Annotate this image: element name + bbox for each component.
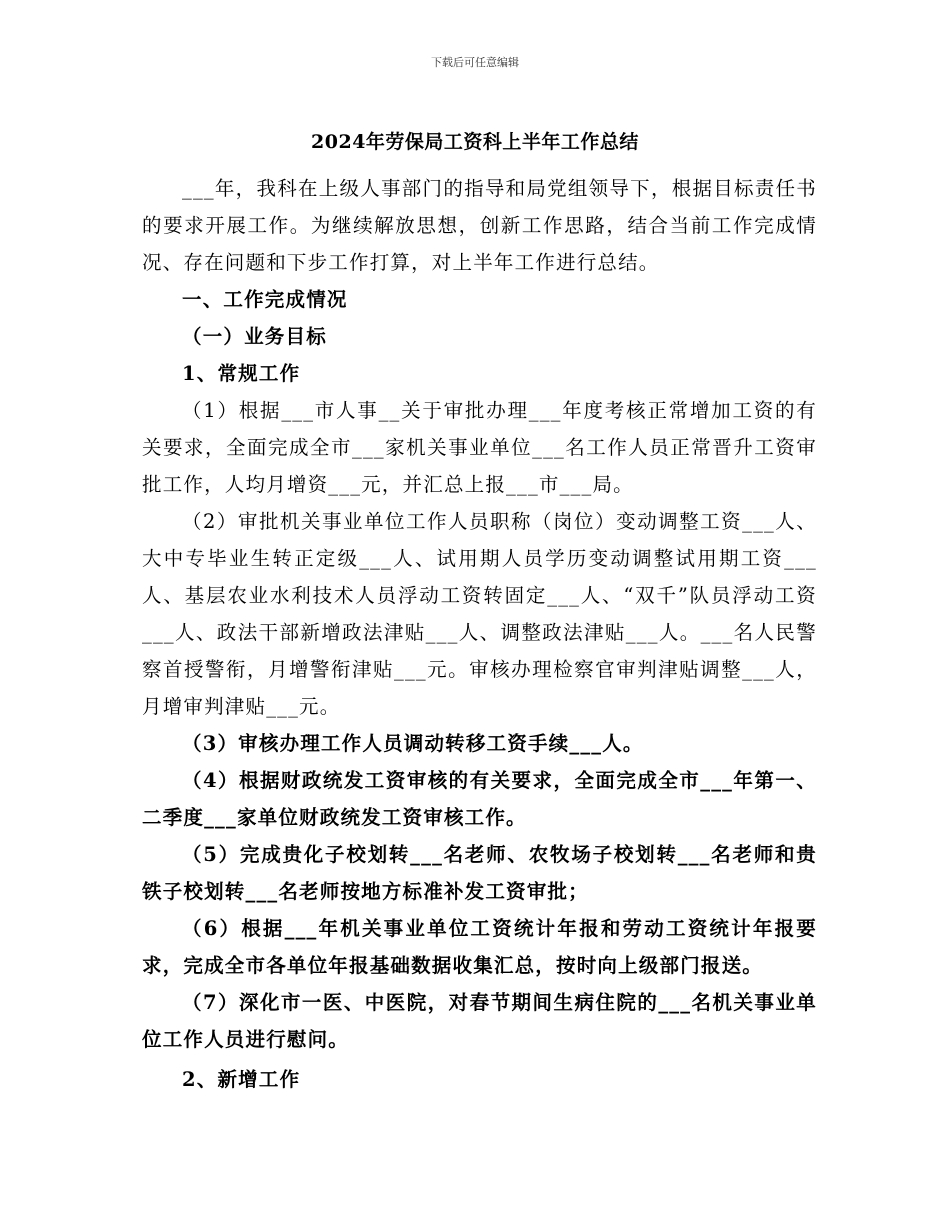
routine-item-6: （6）根据___年机关事业单位工资统计年报和劳动工资统计年报要求，完成全市各单位年报基础数据收集汇总，按时向上级部门报送。 (142, 917, 817, 977)
routine-item-7: （7）深化市一医、中医院，对春节期间生病住院的___名机关事业单位工作人员进行慰问。 (142, 991, 817, 1051)
page-header-note: 下载后可任意编辑 (431, 56, 519, 69)
routine-item-2: （2）审批机关事业单位工作人员职称（岗位）变动调整工资___人、大中专毕业生转正定级___人、试用期人员学历变动调整试用期工资___人、基层农业水利技术人员浮动工资转固定___人、“双千”队员浮动工资___人、政法干部新增政法津贴___人、调整政法津贴___人。___名人民警察首授警衔，月增警衔津贴___元。审核办理检察官审判津贴调整___人，月增审判津贴___元。 (142, 510, 817, 718)
routine-item-1: （1）根据___市人事__关于审批办理___年度考核正常增加工资的有关要求，全面完成全市___家机关事业单位___名工作人员正常晋升工资审批工作，人均月增资___元，并汇总上报___市___局。 (142, 399, 817, 496)
document-body (142, 170, 817, 1098)
routine-item-5: （5）完成贵化子校划转___名老师、农牧场子校划转___名老师和贵铁子校划转___名老师按地方标准补发工资审批； (142, 843, 817, 903)
routine-item-3: （3）审核办理工作人员调动转移工资手续___人。 (182, 732, 644, 755)
item-heading-new-work: 2、新增工作 (182, 1068, 301, 1091)
section-heading-work-completion: 一、工作完成情况 (182, 288, 348, 311)
document-title: 2024年劳保局工资科上半年工作总结 (311, 131, 639, 153)
routine-item-4: （4）根据财政统发工资审核的有关要求，全面完成全市___年第一、二季度___家单位财政统发工资审核工作。 (142, 769, 817, 829)
subsection-heading-business-goals: （一）业务目标 (182, 325, 327, 348)
intro-paragraph: ___年，我科在上级人事部门的指导和局党组领导下，根据目标责任书的要求开展工作。为继续解放思想，创新工作思路，结合当前工作完成情况、存在问题和下步工作打算，对上半年工作进行总结。 (142, 177, 817, 274)
item-heading-routine-work: 1、常规工作 (182, 362, 301, 385)
